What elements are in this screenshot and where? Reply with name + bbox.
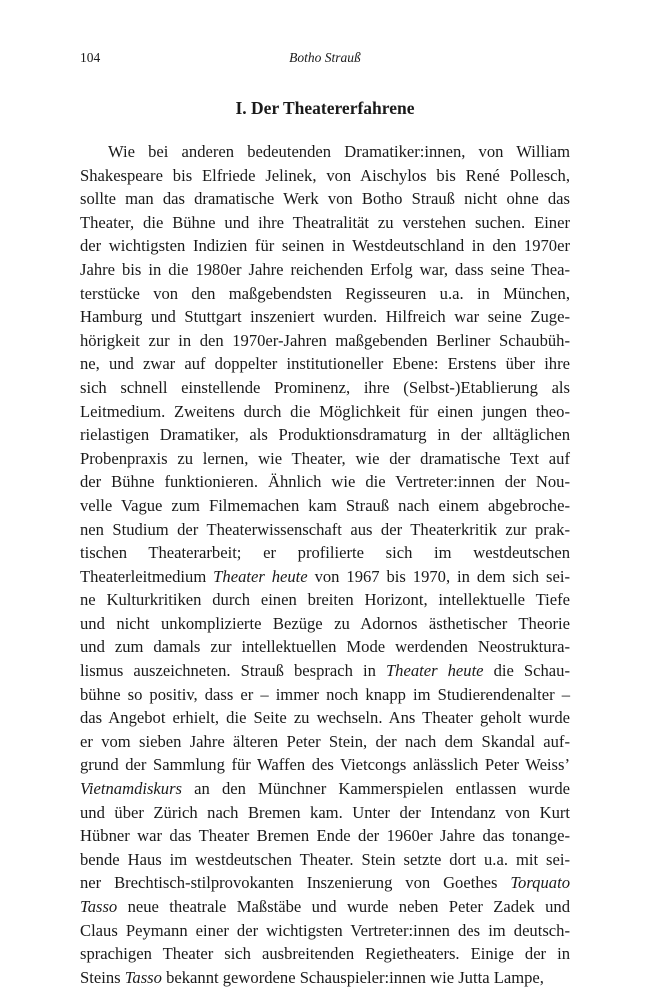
text-segment: Claus Peymann einer der wichtigsten Vertreter:innen des im deutsch-: [80, 920, 570, 940]
text-line: [80, 612, 570, 636]
text-segment: bende Haus im westdeutschen Theater. Stein setzte dort u.a. mit sei-: [80, 849, 570, 869]
text-line: [80, 400, 570, 424]
section-title: I. Der Theatererfahrene: [235, 98, 415, 118]
text-line: [80, 470, 570, 494]
text-segment: der Bühne funktionieren. Ähnlich wie die Vertreter:innen der Nou-: [80, 472, 570, 492]
text-line: [80, 801, 570, 825]
text-line: [80, 518, 570, 542]
text-line: [80, 140, 570, 164]
text-line: [80, 659, 570, 683]
text-segment: tischen Theaterarbeit; er profilierte sich im westdeutschen: [80, 543, 570, 563]
text-segment: von 1967 bis 1970, in dem sich sei-: [307, 566, 570, 586]
text-segment: neue theatrale Maßstäbe und wurde neben Peter Zadek und: [117, 897, 570, 916]
text-segment: die Schau-: [483, 661, 570, 681]
text-line: [80, 588, 570, 612]
text-segment: sprachigen Theater sich ausbreitenden Regietheaters. Einige der in: [80, 944, 570, 964]
text-segment: ner Brechtisch-stilprovokanten Inszenierung von Goethes: [80, 873, 511, 893]
text-line: [80, 706, 570, 730]
text-line: [80, 683, 570, 707]
italic-title: Vietnamdiskurs: [80, 779, 183, 799]
text-line: [80, 966, 570, 989]
text-segment: velle Vague zum Filmemachen kam Strauß nach einem abgebroche-: [80, 495, 570, 515]
text-segment: er vom sieben Jahre älteren Peter Stein, der nach dem Skandal auf-: [80, 731, 570, 751]
italic-title: Tasso: [80, 897, 118, 916]
text-line: [80, 258, 570, 282]
text-line: [80, 305, 570, 329]
text-line: [80, 494, 570, 518]
text-line: [80, 871, 570, 895]
text-line: [80, 635, 570, 659]
italic-title: Theater heute: [213, 566, 308, 586]
text-segment: bekannt gewordene Schauspieler:innen wie Jutta Lampe,: [161, 967, 544, 987]
text-segment: Leitmedium. Zweitens durch die Möglichkeit für einen jungen theo-: [80, 401, 570, 421]
text-segment: und nicht unkomplizierte Bezüge zu Adornos ästhetischer Theorie: [80, 613, 570, 633]
text-segment: an den Münchner Kammerspielen entlassen wurde: [182, 779, 570, 799]
text-line: [80, 848, 570, 872]
text-line: [80, 565, 570, 589]
text-line: [80, 730, 570, 754]
page-number: 104: [80, 50, 101, 65]
body-text: [80, 140, 570, 989]
text-line: [80, 447, 570, 471]
text-segment: der wichtigsten Indizien für seinen in Westdeutschland in den 1970er: [80, 236, 570, 256]
text-line: [80, 919, 570, 943]
text-segment: Jahre bis in die 1980er Jahre reichenden Erfolg war, dass seine Thea-: [80, 259, 570, 279]
text-segment: ne, und zwar auf doppelter institutioneller Ebene: Erstens über ihre: [80, 354, 570, 374]
text-segment: terstücke von den maßgebendsten Regisseuren u.a. in München,: [80, 283, 570, 303]
text-segment: Wie bei anderen bedeutenden Dramatiker:innen, von William: [108, 142, 570, 161]
page-header: [80, 50, 570, 70]
italic-title: Tasso: [124, 967, 162, 987]
text-line: [80, 942, 570, 966]
text-segment: Steins: [80, 967, 125, 987]
text-segment: das Angebot erhielt, die Seite zu wechseln. Ans Theater geholt wurde: [80, 708, 570, 728]
text-segment: Hübner war das Theater Bremen Ende der 1960er Jahre das tonange-: [80, 826, 570, 846]
text-segment: Probenpraxis zu lernen, wie Theater, wie der dramatische Text auf: [80, 448, 570, 468]
text-segment: Theater, die Bühne und ihre Theatralität zu verstehen suchen. Einer: [80, 212, 570, 232]
text-segment: ne Kulturkritiken durch einen breiten Horizont, intellektuelle Tiefe: [80, 590, 570, 610]
text-line: [80, 824, 570, 848]
text-segment: rielastigen Dramatiker, als Produktionsdramaturg in der alltäglichen: [80, 425, 570, 445]
text-segment: hörigkeit zur in den 1970er-Jahren maßgebenden Berliner Schaubüh-: [80, 330, 570, 350]
italic-title: Torquato: [510, 873, 570, 893]
text-line: [80, 376, 570, 400]
text-line: [80, 352, 570, 376]
text-segment: Shakespeare bis Elfriede Jelinek, von Aischylos bis René Pollesch,: [80, 165, 570, 185]
text-line: [80, 777, 570, 801]
text-segment: und über Zürich nach Bremen kam. Unter der Intendanz von Kurt: [80, 802, 570, 822]
running-head: Botho Strauß: [289, 50, 361, 65]
text-line: [80, 187, 570, 211]
text-segment: bühne so positiv, dass er – immer noch knapp im Studierendenalter –: [80, 684, 570, 704]
text-segment: grund der Sammlung für Waffen des Vietcongs anlässlich Peter Weiss’: [80, 755, 570, 775]
text-line: [80, 541, 570, 565]
text-segment: sich schnell einstellende Prominenz, ihre (Selbst-)Etablierung als: [80, 377, 570, 397]
text-segment: nen Studium der Theaterwissenschaft aus der Theaterkritik zur prak-: [80, 519, 570, 539]
text-line: [80, 234, 570, 258]
text-line: [80, 753, 570, 777]
text-segment: und zum damals zur intellektuellen Mode werdenden Neostruktura-: [80, 637, 570, 657]
text-segment: lismus auszeichneten. Strauß besprach in: [80, 661, 386, 681]
text-line: [80, 164, 570, 188]
italic-title: Theater heute: [385, 661, 484, 681]
text-line: [80, 423, 570, 447]
text-line: [80, 282, 570, 306]
text-line: [80, 329, 570, 353]
text-line: [80, 895, 570, 919]
text-segment: sollte man das dramatische Werk von Botho Strauß nicht ohne das: [80, 189, 570, 209]
text-line: [80, 211, 570, 235]
text-segment: Theaterleitmedium: [80, 566, 214, 586]
text-segment: Hamburg und Stuttgart inszeniert wurden. Hilfreich war seine Zuge-: [80, 307, 570, 327]
